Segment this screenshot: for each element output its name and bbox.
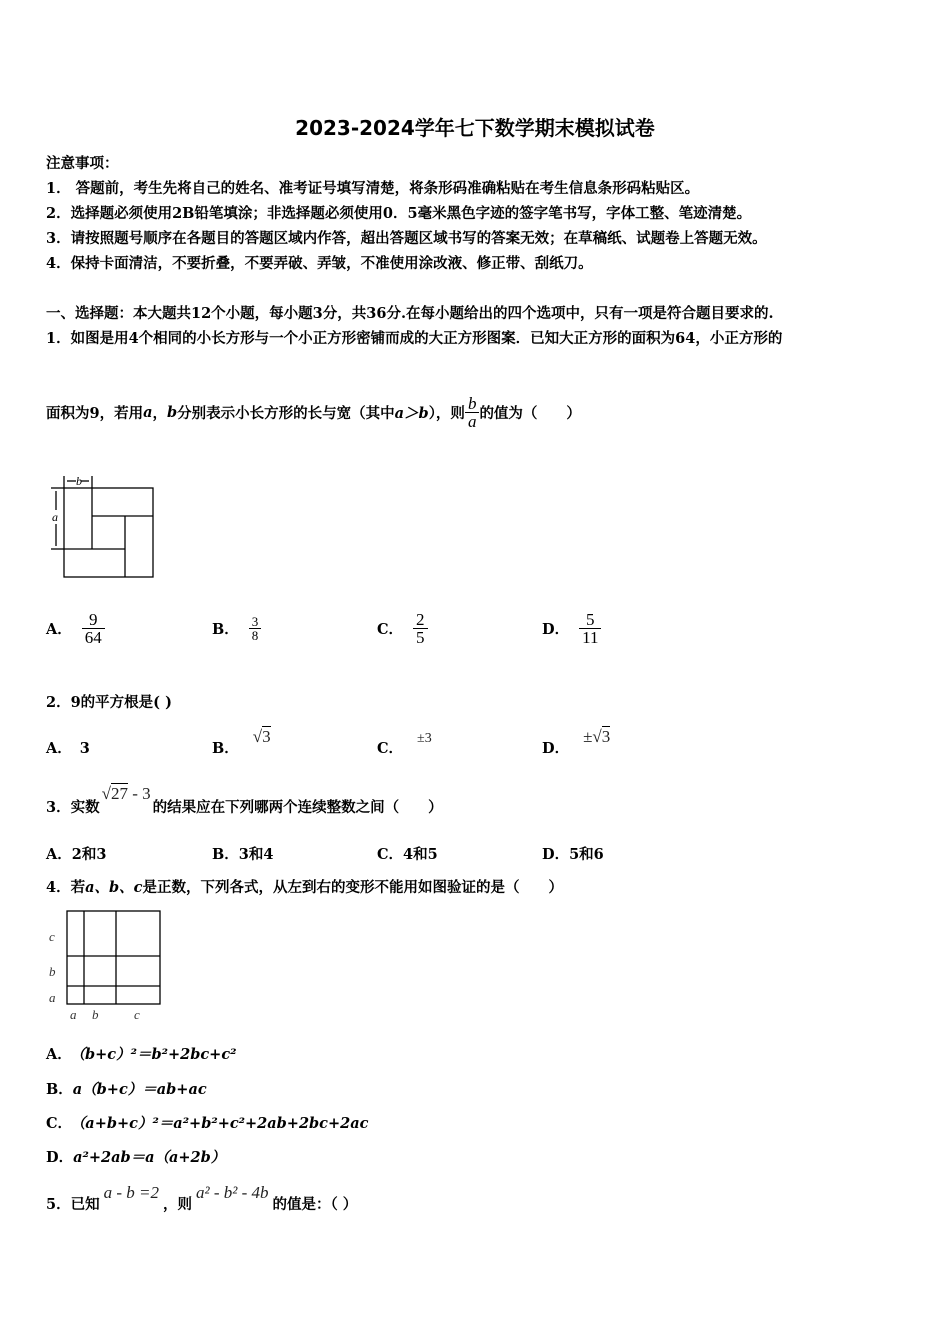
fig-label-a: a <box>52 510 58 524</box>
note-item: 2．选择题必须使用2B铅笔填涂；非选择题必须使用0．5毫米黑色字迹的签字笔书写，字体工整、笔迹清楚。 <box>46 205 752 222</box>
q2-option-c[interactable]: C． ±3 <box>377 731 432 757</box>
fig-bottom-label: b <box>92 1007 99 1022</box>
section-heading: 一、选择题：本大题共12个小题，每小题3分，共36分.在每小题给出的四个选项中，只有一项是符合题目要求的. <box>46 305 774 322</box>
fig-bottom-label: a <box>70 1007 77 1022</box>
q3-option-b[interactable]: B．3和4 <box>212 846 274 863</box>
q2-option-d[interactable]: D． ±√3 <box>542 727 611 757</box>
fig-left-label: a <box>49 990 56 1005</box>
q1-option-c[interactable]: C． $\frac{2}{5}$ <box>377 603 428 653</box>
q4-text: 4．若a、b、c是正数，下列各式，从左到右的变形不能用如图验证的是（ ） <box>46 879 563 896</box>
note-item: 4．保持卡面清洁，不要折叠，不要弄破、弄皱，不准使用涂改液、修正带、刮纸刀。 <box>46 255 593 272</box>
q1-line1: 1．如图是用4个相同的小长方形与一个小正方形密铺而成的大正方形图案．已知大正方形的面积为64，小正方形的 <box>46 330 783 347</box>
q4-figure <box>46 906 166 1024</box>
q2-option-b[interactable]: B． √3 <box>212 727 271 757</box>
q1-option-a[interactable]: A． $\frac{9}{64}$ <box>46 603 105 653</box>
q4-option-d[interactable]: D．a²+2ab＝a（a+2b） <box>46 1149 226 1166</box>
q3-option-c[interactable]: C．4和5 <box>377 846 438 863</box>
note-item: 1． 答题前，考生先将自己的姓名、准考证号填写清楚，将条形码准确粘贴在考生信息条形码粘贴区。 <box>46 180 700 197</box>
q4-option-c[interactable]: C． （a+b+c）²＝a²+b²+c²+2ab+2bc+2ac <box>46 1115 369 1132</box>
q1-option-d[interactable]: D． $\frac{5}{11}$ <box>542 603 601 653</box>
q1-option-b[interactable]: B． $\frac{3}{8}$ <box>212 603 261 653</box>
q5-text: 5．已知 a - b =2 ，则 a² - b² - 4b 的值是：（ ） <box>46 1183 358 1213</box>
q4-option-b[interactable]: B．a（b+c）＝ab+ac <box>46 1081 207 1098</box>
q2-option-a[interactable]: A． 3 <box>46 740 90 757</box>
q1-figure <box>46 470 158 582</box>
q2-text: 2．9的平方根是( ) <box>46 694 172 711</box>
fig-bottom-label: c <box>134 1007 140 1022</box>
q3-text: 3．实数 √27 - 3 的结果应在下列哪两个连续整数之间（ ） <box>46 784 443 816</box>
note-item: 3．请按照题号顺序在各题目的答题区域内作答，超出答题区域书写的答案无效；在草稿纸、试题卷上答题无效。 <box>46 230 767 247</box>
notes-heading: 注意事项： <box>46 155 119 172</box>
q4-option-a[interactable]: A． （b+c）²＝b²+2bc+c² <box>46 1046 237 1063</box>
q1-line2: 面积为9，若用 a ， b 分别表示小长方形的长与宽（其中 a＞b ），则 $\frac{b}{a}$ 的值为（ ） <box>46 393 581 431</box>
q3-option-d[interactable]: D．5和6 <box>542 846 604 863</box>
fig-left-label: c <box>49 929 55 944</box>
q3-option-a[interactable]: A．2和3 <box>46 846 107 863</box>
page-title: 2023-2024学年七下数学期末模拟试卷 <box>295 116 655 140</box>
q1-fraction: $\frac{b}{a}$ <box>465 395 480 430</box>
fig-label-b: b <box>76 474 82 488</box>
fig-left-label: b <box>49 964 56 979</box>
